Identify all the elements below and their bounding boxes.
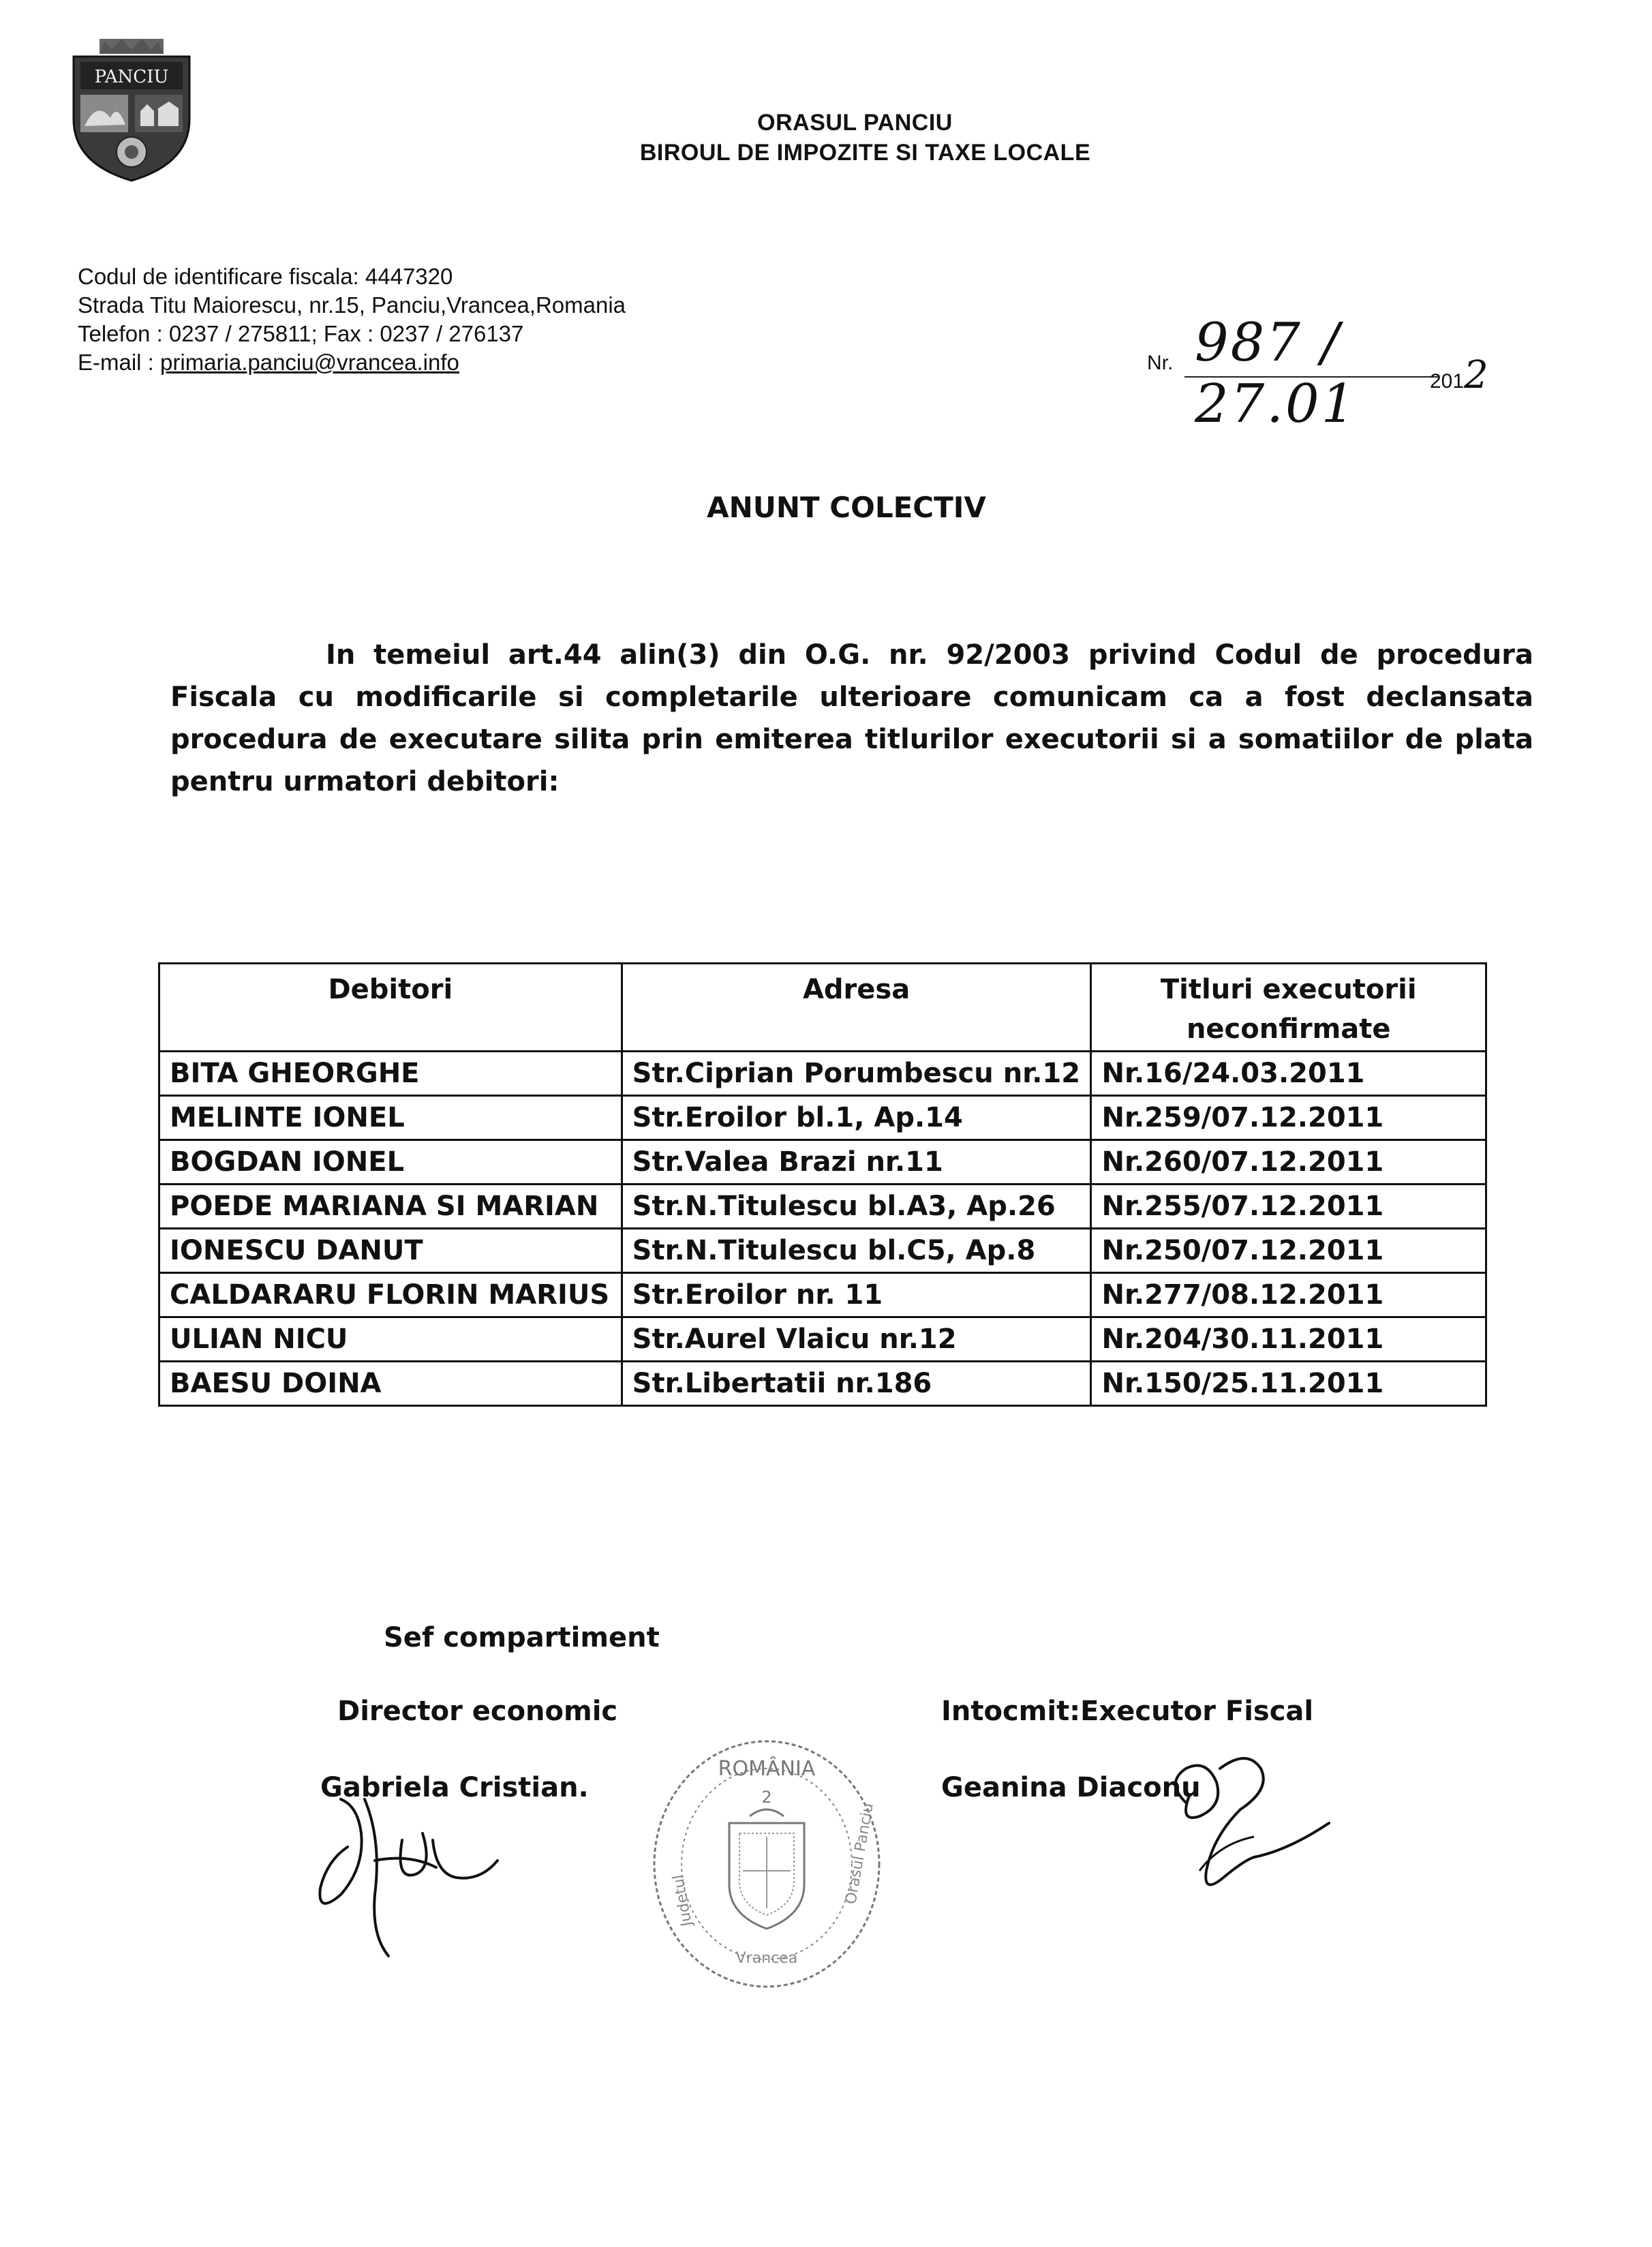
registration-label: Nr. bbox=[1147, 352, 1174, 374]
department-head-heading: Sef compartiment bbox=[384, 1622, 660, 1653]
crest-label: PANCIU bbox=[94, 67, 169, 87]
stamp-left-text: Judetul bbox=[669, 1873, 696, 1928]
table-header-row bbox=[159, 964, 1486, 1052]
cell-debtor: BAESU DOINA bbox=[159, 1362, 622, 1406]
cell-title: Nr.16/24.03.2011 bbox=[1091, 1052, 1486, 1096]
registration-handwritten-number: 987 / 27.01 bbox=[1195, 312, 1358, 435]
cell-title: Nr.259/07.12.2011 bbox=[1091, 1096, 1486, 1140]
cell-address: Str.Ciprian Porumbescu nr.12 bbox=[622, 1052, 1091, 1096]
header-city: ORASUL PANCIU bbox=[757, 110, 953, 136]
table-row bbox=[159, 1052, 1486, 1096]
cell-title: Nr.255/07.12.2011 bbox=[1091, 1184, 1486, 1229]
debtors-table bbox=[158, 962, 1487, 1407]
registration-number bbox=[1147, 305, 1501, 435]
cell-debtor: CALDARARU FLORIN MARIUS bbox=[159, 1273, 622, 1317]
stamp-coat-of-arms bbox=[729, 1809, 804, 1929]
cell-address: Str.Valea Brazi nr.11 bbox=[622, 1140, 1091, 1184]
table-row bbox=[159, 1362, 1486, 1406]
cell-address: Str.Libertatii nr.186 bbox=[622, 1362, 1091, 1406]
director-name: Gabriela Cristian. bbox=[320, 1772, 589, 1803]
intro-text: In temeiul art.44 alin(3) din O.G. nr. 92/2003 privind Codul de procedura Fiscala cu modificarile si completarile ulterioare comunicam ca a fost declansata procedura de executare silita prin emiterea titlurilor executorii si a somatiilor de plata pentru urmatori debitori: bbox=[170, 639, 1533, 797]
official-stamp bbox=[647, 1734, 886, 1993]
director-role: Director economic bbox=[337, 1696, 618, 1727]
column-header-debtor: Debitori bbox=[159, 964, 622, 1052]
intro-paragraph bbox=[170, 634, 1533, 803]
cell-title: Nr.150/25.11.2011 bbox=[1091, 1362, 1486, 1406]
debtors-table-body bbox=[159, 1052, 1486, 1406]
table-row bbox=[159, 1317, 1486, 1362]
email-line bbox=[78, 348, 626, 377]
column-header-address: Adresa bbox=[622, 964, 1091, 1052]
document-title: ANUNT COLECTIV bbox=[707, 491, 986, 524]
cell-address: Str.N.Titulescu bl.C5, Ap.8 bbox=[622, 1229, 1091, 1273]
cell-title: Nr.250/07.12.2011 bbox=[1091, 1229, 1486, 1273]
cell-debtor: ULIAN NICU bbox=[159, 1317, 622, 1362]
prepared-by-role: Intocmit:Executor Fiscal bbox=[941, 1696, 1314, 1727]
cell-address: Str.Eroilor bl.1, Ap.14 bbox=[622, 1096, 1091, 1140]
cell-title: Nr.204/30.11.2011 bbox=[1091, 1317, 1486, 1362]
cell-debtor: BITA GHEORGHE bbox=[159, 1052, 622, 1096]
cell-debtor: POEDE MARIANA SI MARIAN bbox=[159, 1184, 622, 1229]
cell-address: Str.N.Titulescu bl.A3, Ap.26 bbox=[622, 1184, 1091, 1229]
table-row bbox=[159, 1273, 1486, 1317]
registration-year: 2012 bbox=[1430, 353, 1488, 397]
cell-address: Str.Aurel Vlaicu nr.12 bbox=[622, 1317, 1091, 1362]
contact-block bbox=[78, 262, 626, 377]
postal-address: Strada Titu Maiorescu, nr.15, Panciu,Vrancea,Romania bbox=[78, 292, 626, 318]
email-label: E-mail : bbox=[78, 350, 161, 375]
registration-underline bbox=[1184, 376, 1438, 378]
cell-debtor: MELINTE IONEL bbox=[159, 1096, 622, 1140]
cell-title: Nr.260/07.12.2011 bbox=[1091, 1140, 1486, 1184]
table-row bbox=[159, 1096, 1486, 1140]
cell-debtor: BOGDAN IONEL bbox=[159, 1140, 622, 1184]
organization-header bbox=[0, 108, 1652, 168]
table-row bbox=[159, 1229, 1486, 1273]
table-row bbox=[159, 1184, 1486, 1229]
table-row bbox=[159, 1140, 1486, 1184]
phone-fax: Telefon : 0237 / 275811; Fax : 0237 / 276137 bbox=[78, 321, 524, 346]
fiscal-code: Codul de identificare fiscala: 4447320 bbox=[78, 264, 453, 289]
director-signature bbox=[300, 1758, 532, 1963]
stamp-number: 2 bbox=[761, 1788, 772, 1807]
cell-address: Str.Eroilor nr. 11 bbox=[622, 1273, 1091, 1317]
cell-debtor: IONESCU DANUT bbox=[159, 1229, 622, 1273]
cell-title: Nr.277/08.12.2011 bbox=[1091, 1273, 1486, 1317]
executor-name: Geanina Diaconu bbox=[941, 1772, 1201, 1803]
header-office: BIROUL DE IMPOZITE SI TAXE LOCALE bbox=[639, 140, 1091, 166]
stamp-side-text: Orasul Panciu bbox=[842, 1801, 877, 1906]
stamp-top-text: ROMÂNIA bbox=[718, 1757, 816, 1781]
column-header-titles: Titluri executorii neconfirmate bbox=[1091, 964, 1486, 1052]
executor-signature bbox=[1159, 1741, 1336, 1905]
email-link[interactable]: primaria.panciu@vrancea.info bbox=[160, 350, 459, 375]
stamp-bottom-text: Vrancea bbox=[735, 1950, 798, 1967]
